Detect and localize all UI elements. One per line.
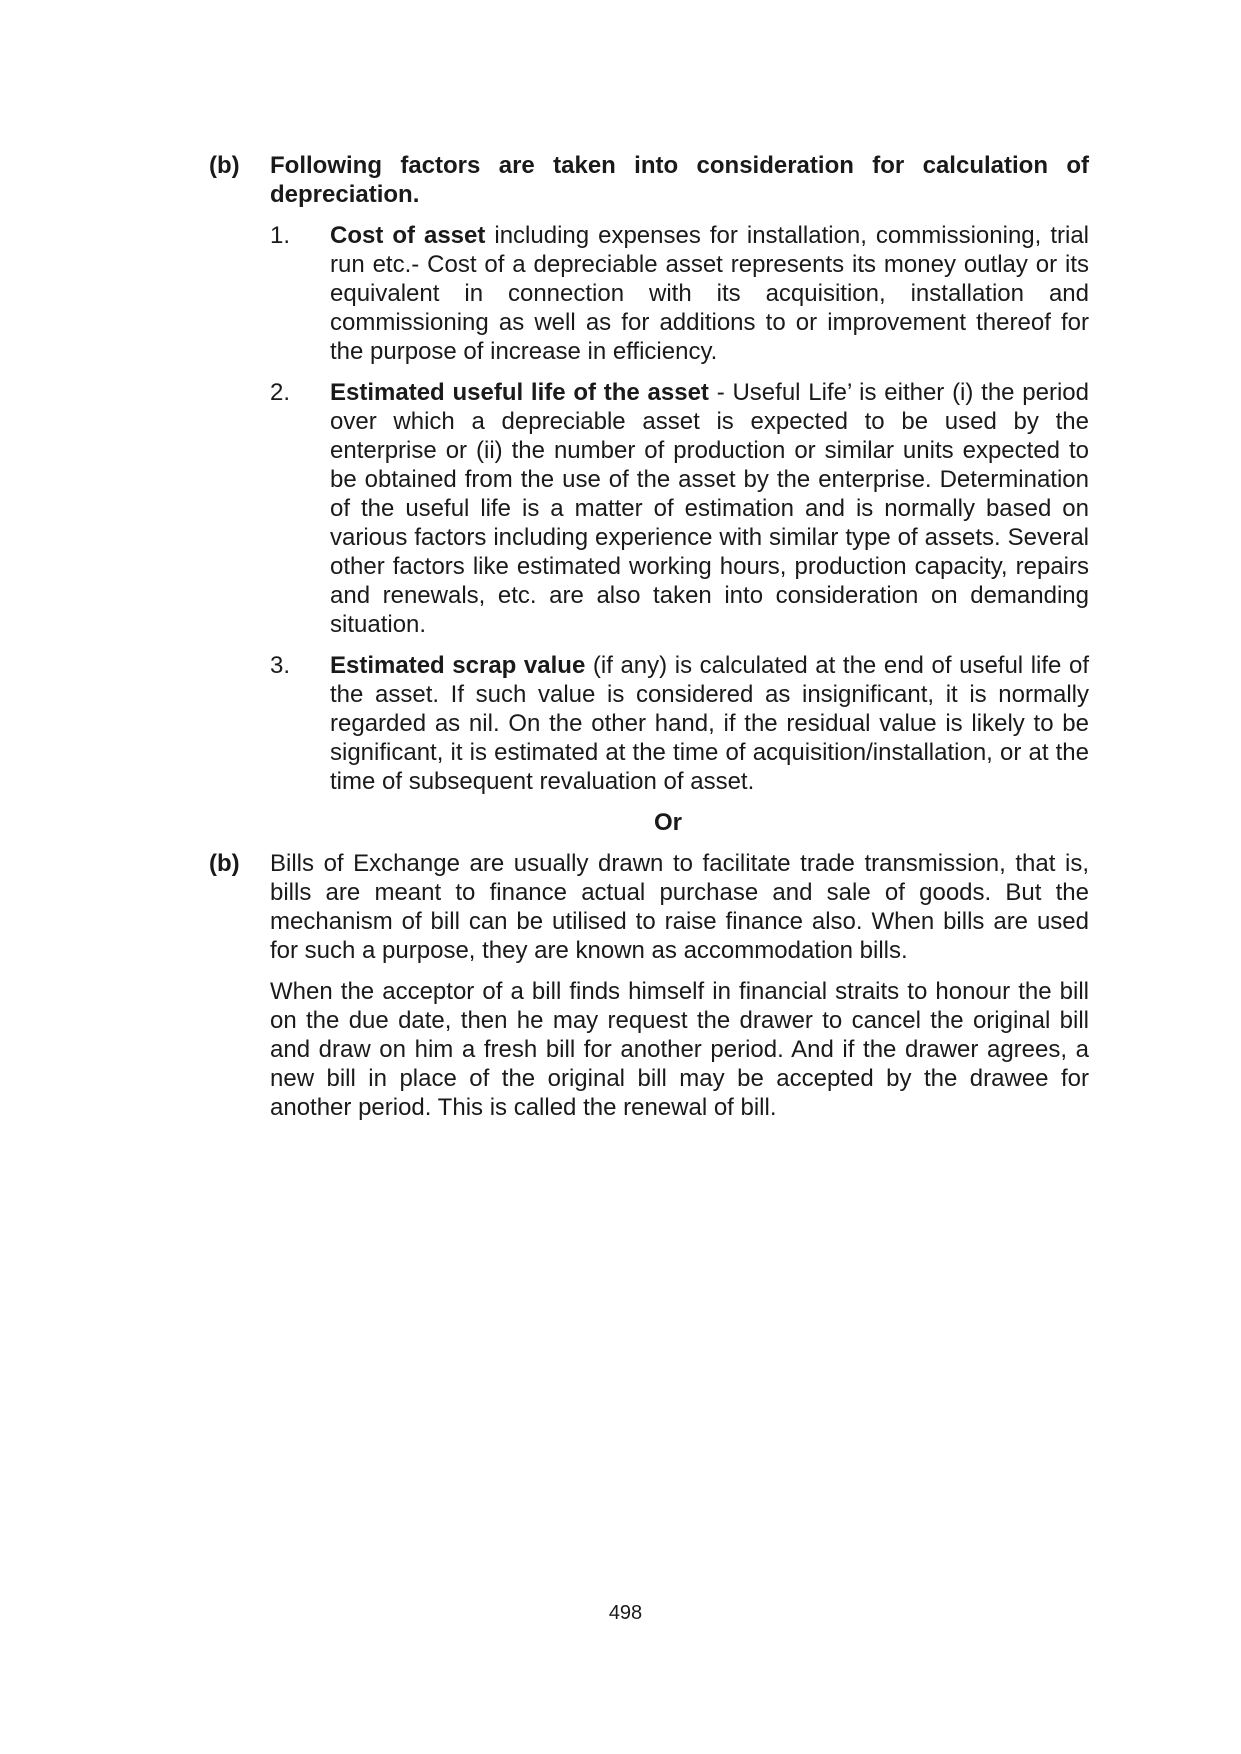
section-marker: (b) [209,850,240,877]
page-content [209,151,1089,1122]
section-heading: Following factors are taken into consideration for calculation of depreciation. [270,152,1089,208]
list-item-number: 1. [270,222,291,249]
section-marker: (b) [209,152,240,179]
list-item-title: Estimated useful life of the asset [330,379,709,406]
list-item-text [330,221,1089,366]
list-item-number: 3. [270,652,291,679]
list-item [270,378,1089,639]
list-item-title: Estimated scrap value [330,652,586,679]
list-item-description: - Useful Life’ is either (i) the period over which a depreciable asset is expected to be used by the enterprise or (ii) the number of production or similar units expected to be obtained from the use of the asset by the enterprise. Determination of the useful life is a matter of estimation and is normally based on various factors including experience with similar type of assets. Several other factors like estimated working hours, production capacity, repairs and renewals, etc. are also taken into consideration on demanding situation. [330,379,1089,638]
or-divider: Or [653,809,682,836]
list-item-title: Cost of asset [330,222,486,249]
list-item-number: 2. [270,379,291,406]
list-item-text [330,378,1089,639]
list-item-text [330,651,1089,796]
paragraph: When the acceptor of a bill finds himself in financial straits to honour the bill on the due date, then he may request the drawer to cancel the original bill and draw on him a fresh bill for another period. And if the drawer agrees, a new bill in place of the original bill may be accepted by the drawee for another period. This is called the renewal of bill. [270,978,1089,1121]
list-item [270,651,1089,796]
section-body [270,151,1089,796]
factor-list [270,221,1089,796]
section-accommodation-bills [209,849,1089,1122]
page-number: 498 [608,1602,643,1624]
list-item-description: (if any) is calculated at the end of useful life of the asset. If such value is considered as insignificant, it is normally regarded as nil. On the other hand, if the residual value is likely to be significant, it is estimated at the time of acquisition/installation, or at the time of subsequent revaluation of asset. [330,652,1090,795]
list-item [270,221,1089,366]
list-item-description: including expenses for installation, commissioning, trial run etc.- Cost of a depreciable asset represents its money outlay or its equivalent in connection with its acquisition, installation and commissioning as well as for additions to or improvement thereof for the purpose of increase in efficiency. [330,222,1089,365]
section-body [270,849,1089,1122]
paragraph: Bills of Exchange are usually drawn to facilitate trade transmission, that is, bills are meant to finance actual purchase and sale of goods. But the mechanism of bill can be utilised to raise finance also. When bills are used for such a purpose, they are known as accommodation bills. [270,850,1089,964]
section-depreciation-factors [209,151,1089,796]
